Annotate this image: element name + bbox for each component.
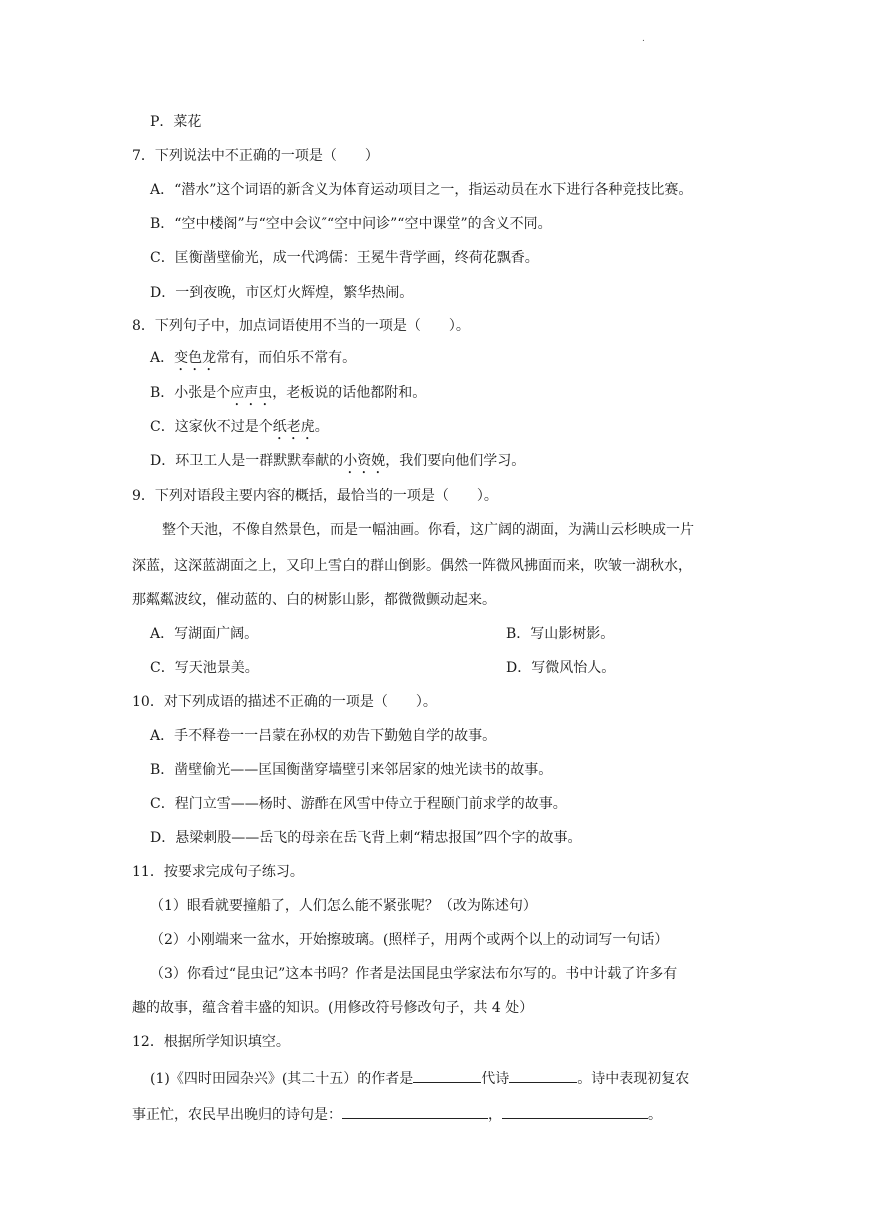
q7-option-d: D．一到夜晚，市区灯火辉煌，繁华热闹。 (150, 285, 414, 301)
q12-line2-end: 。 (648, 1107, 662, 1123)
q12-line2-text-a: 事正忙，农民早出晚归的诗句是： (132, 1107, 342, 1123)
q10-option-b: B．凿壁偷光——匡国衡凿穿墙壁引来邻居家的烛光读书的故事。 (150, 762, 553, 778)
q12-line-1 (150, 1068, 689, 1089)
dynasty-poet-blank[interactable] (509, 1068, 577, 1083)
q9-option-d: D．写微风怡人。 (506, 660, 616, 676)
q6-option-p: P．菜花 (150, 114, 202, 130)
q8-option-a (150, 348, 356, 374)
poem-line-blank-1[interactable] (342, 1104, 488, 1119)
q7-option-b: B．“空中楼阁”与“空中会议″“空中问诊”“空中课堂”的含义不同。 (150, 216, 552, 232)
q9-option-c: C．写天池景美。 (150, 660, 259, 676)
q12-line1-text-c: 。诗中表现初复农 (577, 1071, 690, 1087)
q11-stem: 11．按要求完成句子练习。 (132, 864, 304, 880)
q10-option-d: D．悬梁刺股——岳飞的母亲在岳飞背上刺“精忠报国”四个字的故事。 (150, 830, 582, 846)
header-mark: . (642, 34, 645, 44)
q8-b-marked-word: 应声虫 (230, 385, 273, 401)
q12-line-2 (132, 1104, 662, 1125)
q11-item-3-cont: 趣的故事，蕴含着丰盛的知识。(用修改符号修改句子，共 4 处） (132, 1000, 534, 1016)
q8-option-b (150, 383, 426, 409)
q7-stem: 7．下列说法中不正确的一项是（ ） (132, 148, 379, 164)
q8-c-marked-word: 纸老虎 (272, 419, 315, 435)
q8-c-suffix: 。 (314, 419, 329, 435)
q8-b-prefix: B．小张是个 (150, 385, 231, 401)
q11-item-2: （2）小刚端来一盆水，开始擦玻璃。(照样子，用两个或两个以上的动词写一句话） (150, 932, 669, 948)
q8-a-suffix: 常有，而伯乐不常有。 (216, 350, 357, 366)
q12-line1-text-b: 代诗 (481, 1071, 510, 1087)
q10-stem: 10．对下列成语的描述不正确的一项是（ ）。 (132, 694, 437, 710)
q8-d-suffix: ，我们要向他们学习。 (385, 453, 526, 469)
q11-item-1: （1）眼看就要撞船了，人们怎么能不紧张呢？（改为陈述句） (150, 898, 537, 914)
q8-a-prefix: A． (150, 350, 175, 366)
q8-a-marked-word: 变色龙 (174, 350, 217, 366)
q8-option-d (150, 451, 525, 477)
q8-stem: 8．下列句子中，加点词语使用不当的一项是（ ）。 (132, 318, 470, 334)
poem-line-blank-2[interactable] (502, 1104, 648, 1119)
q9-passage-line-3: 那粼粼波纹，催动蓝的、白的树影山影，都微微颤动起来。 (132, 592, 496, 608)
author-blank[interactable] (413, 1068, 481, 1083)
q12-line2-comma: ， (488, 1107, 502, 1123)
q10-option-a: A．手不释卷一一吕蒙在孙权的劝告下勤勉自学的故事。 (150, 728, 497, 744)
q9-passage-line-1: 整个天池，不像自然景色，而是一幅油画。你看，这广阔的湖面，为满山云杉映成一片 (162, 522, 694, 538)
q11-item-3: （3）你看过“昆虫记”这本书吗？作者是法国昆虫学家法布尔写的。书中计载了许多有 (150, 966, 678, 982)
q12-stem: 12．根据所学知识填空。 (132, 1034, 290, 1050)
q9-option-b: B．写山影树影。 (506, 626, 615, 642)
q10-option-c: C．程门立雪——杨时、游酢在风雪中侍立于程颐门前求学的故事。 (150, 796, 567, 812)
q9-option-a: A．写湖面广阔。 (150, 626, 259, 642)
q12-line1-text-a: (1)《四时田园杂兴》(其二十五）的作者是 (150, 1071, 414, 1087)
q8-d-marked-word: 小资娩 (343, 453, 386, 469)
q9-stem: 9．下列对语段主要内容的概括，最恰当的一项是（ ）。 (132, 488, 498, 504)
q7-option-c: C．匡衡凿壁偷光，成一代鸿儒：王冕牛背学画，终荷花飘香。 (150, 250, 539, 266)
q8-option-c (150, 417, 329, 443)
q8-c-prefix: C．这家伙不过是个 (150, 419, 273, 435)
q8-b-suffix: ，老板说的话他都附和。 (272, 385, 427, 401)
q9-passage-line-2: 深蓝，这深蓝湖面之上，又印上雪白的群山倒影。偶然一阵微风拂面而来，吹皱一湖秋水， (132, 558, 692, 574)
q8-d-prefix: D．环卫工人是一群默默奉献的 (150, 453, 344, 469)
q7-option-a: A．“潜水”这个词语的新含义为体育运动项目之一，指运动员在水下进行各种竞技比赛。 (150, 182, 693, 198)
